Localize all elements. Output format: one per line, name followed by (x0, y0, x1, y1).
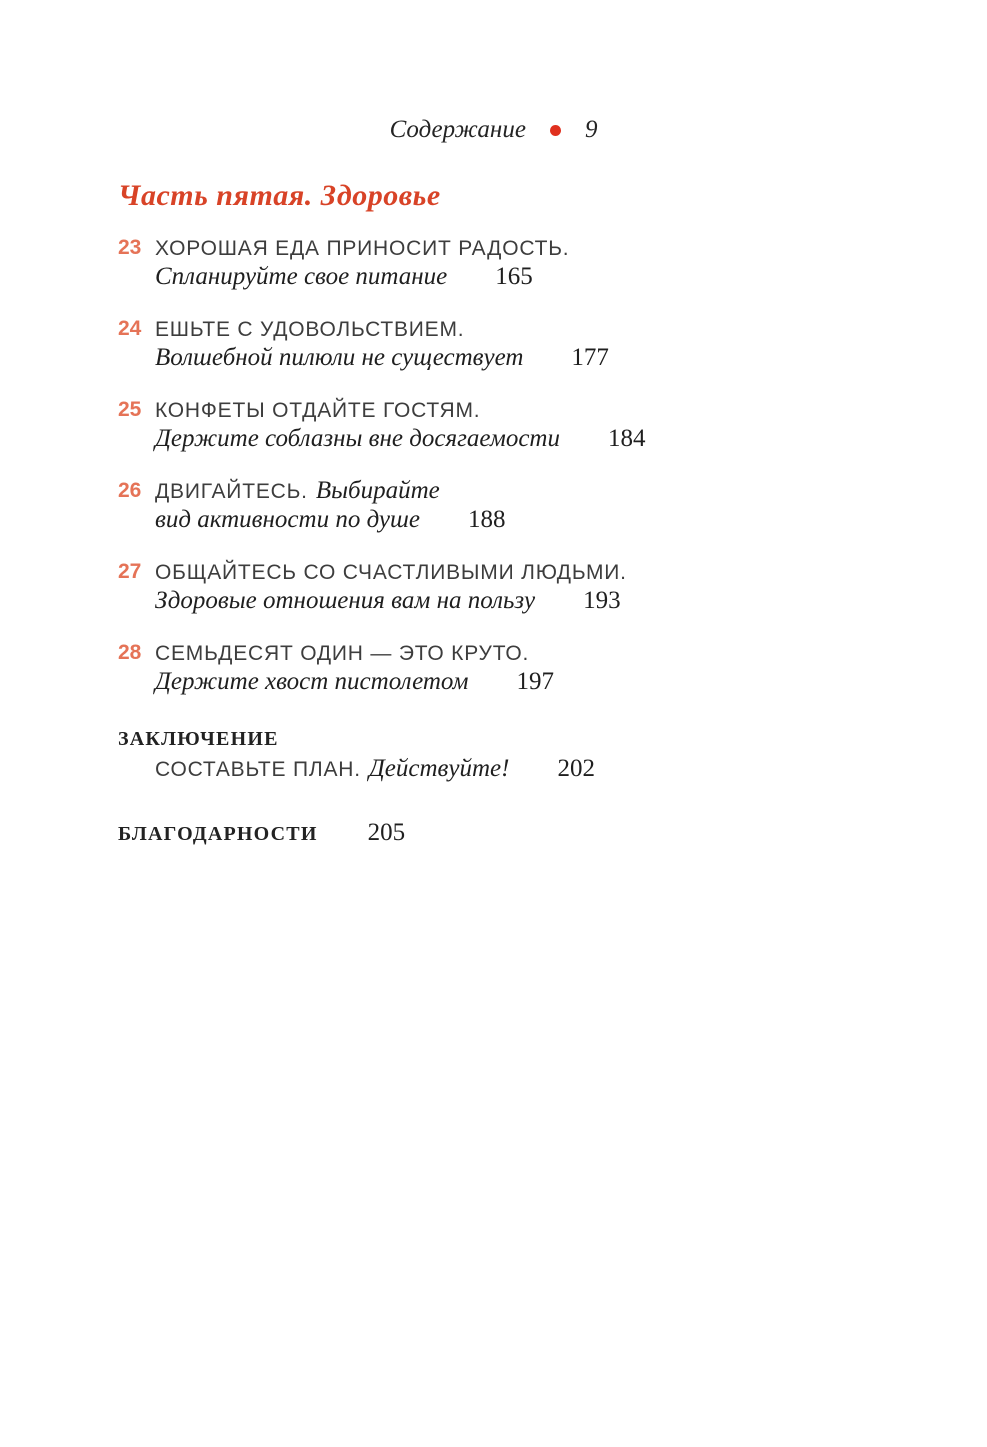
toc-list (118, 234, 987, 696)
chapter-subtitle: Волшебной пилюли не существует (155, 344, 524, 371)
toc-entry (118, 558, 987, 615)
chapter-page: 184 (607, 425, 646, 452)
toc-entry (118, 396, 987, 453)
chapter-subtitle: Держите хвост пистолетом (155, 668, 469, 695)
conclusion-caps: СОСТАВЬТЕ ПЛАН. (155, 758, 361, 781)
chapter-subtitle: вид активности по душе (155, 506, 420, 533)
chapter-page: 193 (583, 587, 621, 614)
entry-title-line (118, 315, 987, 343)
running-head-title: Содержание (389, 116, 526, 143)
entry-subtitle-line (155, 505, 987, 534)
chapter-number: 28 (118, 641, 142, 664)
entry-subtitle-line (155, 262, 987, 291)
chapter-page: 177 (571, 344, 609, 371)
chapter-number: 26 (118, 479, 142, 502)
conclusion-page: 202 (557, 755, 595, 782)
running-head (0, 116, 987, 144)
conclusion-label: ЗАКЛЮЧЕНИЕ (118, 728, 279, 750)
chapter-title: ЕШЬТЕ С УДОВОЛЬСТВИЕМ. (155, 318, 465, 341)
entry-title-line (118, 396, 987, 424)
chapter-title: ОБЩАЙТЕСЬ СО СЧАСТЛИВЫМИ ЛЮДЬМИ. (155, 561, 627, 584)
entry-title-line (118, 234, 987, 262)
bullet-icon (550, 125, 561, 136)
toc-entry (118, 477, 987, 534)
chapter-number: 27 (118, 560, 142, 583)
entry-subtitle-line (155, 424, 987, 453)
chapter-title-italic: Выбирайте (315, 477, 440, 504)
toc-entry (118, 639, 987, 696)
chapter-title: КОНФЕТЫ ОТДАЙТЕ ГОСТЯМ. (155, 399, 481, 422)
conclusion-italic: Действуйте! (368, 755, 510, 782)
conclusion-subtitle-line (155, 754, 987, 786)
toc-entry (118, 234, 987, 291)
chapter-number: 25 (118, 398, 142, 421)
chapter-subtitle: Спланируйте свое питание (155, 263, 448, 290)
chapter-page: 165 (495, 263, 533, 290)
chapter-page: 188 (467, 506, 506, 533)
chapter-number: 23 (118, 236, 142, 259)
entry-title-line (118, 477, 987, 505)
chapter-title: СЕМЬДЕСЯТ ОДИН — ЭТО КРУТО. (155, 642, 530, 665)
chapter-title: ДВИГАЙТЕСЬ. Выбирайте (155, 477, 440, 504)
chapter-number: 24 (118, 317, 142, 340)
acknowledgements-label: БЛАГОДАРНОСТИ (118, 823, 318, 845)
toc-entry (118, 315, 987, 372)
entry-subtitle-line (155, 667, 987, 696)
entry-title-line (118, 558, 987, 586)
entry-title-line (118, 639, 987, 667)
chapter-title: ХОРОШАЯ ЕДА ПРИНОСИТ РАДОСТЬ. (155, 237, 570, 260)
page-number: 9 (584, 116, 598, 143)
entry-subtitle-line (155, 586, 987, 615)
part-heading: Часть пятая. Здоровье (118, 179, 441, 212)
acknowledgements-entry (118, 820, 987, 849)
chapter-page: 197 (516, 668, 554, 695)
chapter-subtitle: Здоровые отношения вам на пользу (155, 587, 536, 614)
acknowledgements-page: 205 (367, 819, 406, 846)
conclusion-entry (118, 726, 987, 786)
entry-subtitle-line (155, 343, 987, 372)
chapter-subtitle: Держите соблазны вне досягаемости (155, 425, 560, 452)
